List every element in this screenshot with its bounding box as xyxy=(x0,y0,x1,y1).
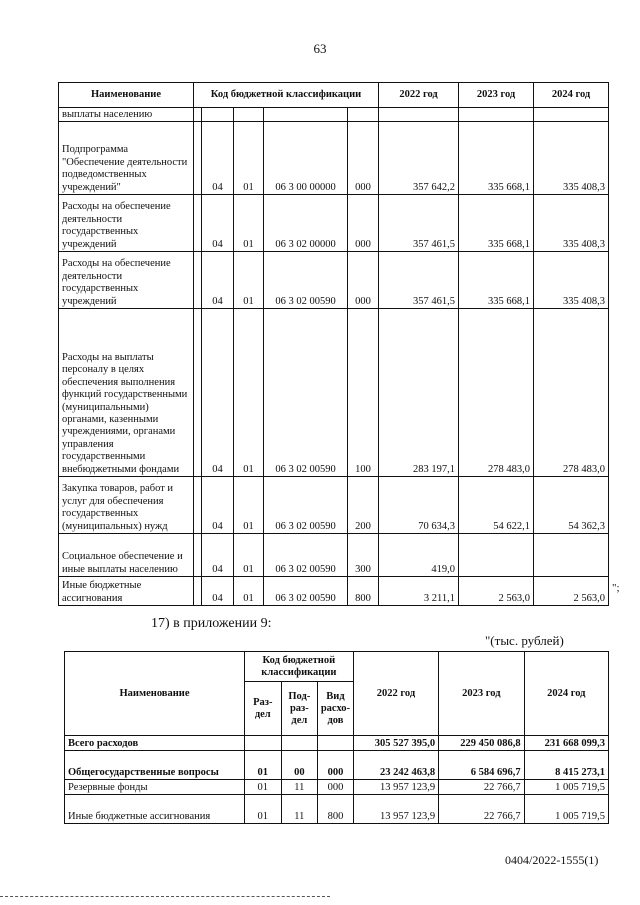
row-2023: 335 668,1 xyxy=(459,252,534,309)
row-2023: 22 766,7 xyxy=(439,795,524,824)
row-csr: 06 3 02 00590 xyxy=(264,309,348,477)
row-csr: 06 3 02 00590 xyxy=(264,252,348,309)
row-podrazdel: 11 xyxy=(281,780,318,795)
row-razdel: 04 xyxy=(202,252,234,309)
row-2024: 335 408,3 xyxy=(534,195,609,252)
row-name: Иные бюджетные ассигнования xyxy=(65,795,245,824)
spacer-cell xyxy=(194,534,202,577)
closing-quote-mark: "; xyxy=(612,582,620,594)
row-csr: 06 3 00 00000 xyxy=(264,122,348,195)
table-header-row xyxy=(59,83,609,108)
page-number: 63 xyxy=(313,41,327,56)
row-razdel: 04 xyxy=(202,577,234,606)
row-2024: 335 408,3 xyxy=(534,252,609,309)
row-podrazdel: 01 xyxy=(234,122,264,195)
row-razdel: 01 xyxy=(244,751,281,780)
row-2024: 278 483,0 xyxy=(534,309,609,477)
table-row xyxy=(65,780,609,795)
row-2022: 357 642,2 xyxy=(379,122,459,195)
row-name: Общегосударственные вопросы xyxy=(65,751,245,780)
document-code: 0404/2022-1555(1) xyxy=(505,853,599,867)
row-razdel xyxy=(244,736,281,751)
table-row xyxy=(59,477,609,534)
row-2024: 2 563,0 xyxy=(534,577,609,606)
row-csr: 06 3 02 00590 xyxy=(264,577,348,606)
row-podrazdel xyxy=(281,736,318,751)
row-vid: 000 xyxy=(318,780,354,795)
row-2024: 8 415 273,1 xyxy=(524,751,608,780)
units-note: "(тыс. рублей) xyxy=(485,633,564,648)
row-2023: 229 450 086,8 xyxy=(439,736,524,751)
row-2022: 305 527 395,0 xyxy=(353,736,438,751)
table-row xyxy=(59,309,609,477)
row-csr: 06 3 02 00590 xyxy=(264,477,348,534)
row-razdel: 04 xyxy=(202,122,234,195)
row-2024 xyxy=(534,534,609,577)
row-name: Расходы на обеспечение деятельности государственных учреждений xyxy=(59,195,194,252)
header-2023: 2023 год xyxy=(439,652,524,736)
row-podrazdel: 00 xyxy=(281,751,318,780)
row-razdel: 01 xyxy=(244,780,281,795)
row-razdel: 04 xyxy=(202,534,234,577)
row-podrazdel: 01 xyxy=(234,577,264,606)
spacer-cell xyxy=(194,122,202,195)
row-2022: 70 634,3 xyxy=(379,477,459,534)
row-2023: 335 668,1 xyxy=(459,122,534,195)
row-csr: 06 3 02 00590 xyxy=(264,534,348,577)
budget-table-appendix-8 xyxy=(58,82,609,606)
row-csr xyxy=(264,108,348,122)
row-razdel: 04 xyxy=(202,195,234,252)
row-csr: 06 3 02 00000 xyxy=(264,195,348,252)
row-name: Иные бюджетные ассигнования xyxy=(59,577,194,606)
row-2022: 283 197,1 xyxy=(379,309,459,477)
row-razdel: 04 xyxy=(202,477,234,534)
table-row xyxy=(59,534,609,577)
row-name: Резервные фонды xyxy=(65,780,245,795)
table-row xyxy=(65,736,609,751)
table-row xyxy=(59,122,609,195)
row-vr: 200 xyxy=(348,477,379,534)
header-vid: Вид расхо-дов xyxy=(318,682,354,736)
header-razdel: Раз-дел xyxy=(244,682,281,736)
row-podrazdel xyxy=(234,108,264,122)
row-2023: 54 622,1 xyxy=(459,477,534,534)
header-name: Наименование xyxy=(65,652,245,736)
row-vid xyxy=(318,736,354,751)
header-2022: 2022 год xyxy=(379,83,459,108)
row-2024: 1 005 719,5 xyxy=(524,780,608,795)
row-podrazdel: 01 xyxy=(234,195,264,252)
spacer-cell xyxy=(194,477,202,534)
row-2022 xyxy=(379,108,459,122)
table-row xyxy=(59,108,609,122)
row-razdel: 04 xyxy=(202,309,234,477)
header-name: Наименование xyxy=(59,83,194,108)
row-2022: 23 242 463,8 xyxy=(353,751,438,780)
table-row xyxy=(65,795,609,824)
table-row xyxy=(59,195,609,252)
row-2023: 335 668,1 xyxy=(459,195,534,252)
header-podrazdel: Под-раз-дел xyxy=(281,682,318,736)
row-name: Подпрограмма "Обеспечение деятельности подведомственных учреждений" xyxy=(59,122,194,195)
spacer-cell xyxy=(194,577,202,606)
row-podrazdel: 01 xyxy=(234,252,264,309)
header-2024: 2024 год xyxy=(524,652,608,736)
row-vr: 100 xyxy=(348,309,379,477)
row-name: Расходы на обеспечение деятельности государственных учреждений xyxy=(59,252,194,309)
row-podrazdel: 01 xyxy=(234,534,264,577)
row-podrazdel: 01 xyxy=(234,477,264,534)
row-vr: 000 xyxy=(348,122,379,195)
row-vr: 300 xyxy=(348,534,379,577)
row-2024: 1 005 719,5 xyxy=(524,795,608,824)
row-2024 xyxy=(534,108,609,122)
header-2022: 2022 год xyxy=(353,652,438,736)
table-row xyxy=(59,252,609,309)
row-2024: 231 668 099,3 xyxy=(524,736,608,751)
row-vr xyxy=(348,108,379,122)
row-2022: 13 957 123,9 xyxy=(353,795,438,824)
row-2022: 357 461,5 xyxy=(379,195,459,252)
row-vr: 000 xyxy=(348,252,379,309)
section-title: 17) в приложении 9: xyxy=(151,616,272,631)
footer-divider xyxy=(0,896,330,897)
row-vr: 000 xyxy=(348,195,379,252)
row-name: выплаты населению xyxy=(59,108,194,122)
row-name: Всего расходов xyxy=(65,736,245,751)
row-podrazdel: 01 xyxy=(234,309,264,477)
row-2023: 2 563,0 xyxy=(459,577,534,606)
row-2024: 54 362,3 xyxy=(534,477,609,534)
row-2022: 357 461,5 xyxy=(379,252,459,309)
spacer-cell xyxy=(194,252,202,309)
row-razdel: 01 xyxy=(244,795,281,824)
row-name: Социальное обеспечение и иные выплаты населению xyxy=(59,534,194,577)
table-header-row xyxy=(65,652,609,682)
row-2022: 419,0 xyxy=(379,534,459,577)
header-code: Код бюджетной классификации xyxy=(244,652,353,682)
spacer-cell xyxy=(194,309,202,477)
row-name: Расходы на выплаты персоналу в целях обеспечения выполнения функций государственными (муниципальными) органами, казенными учреждениями, органами управления государственными внебюджетными фондами xyxy=(59,309,194,477)
row-2023 xyxy=(459,534,534,577)
row-razdel xyxy=(202,108,234,122)
row-2023: 6 584 696,7 xyxy=(439,751,524,780)
row-2022: 13 957 123,9 xyxy=(353,780,438,795)
header-2023: 2023 год xyxy=(459,83,534,108)
header-2024: 2024 год xyxy=(534,83,609,108)
spacer-cell xyxy=(194,195,202,252)
row-2023: 278 483,0 xyxy=(459,309,534,477)
budget-table-appendix-9 xyxy=(64,651,609,824)
row-podrazdel: 11 xyxy=(281,795,318,824)
row-2023 xyxy=(459,108,534,122)
table-row xyxy=(59,577,609,606)
row-vr: 800 xyxy=(348,577,379,606)
row-name: Закупка товаров, работ и услуг для обеспечения государственных (муниципальных) нужд xyxy=(59,477,194,534)
row-2024: 335 408,3 xyxy=(534,122,609,195)
table-row xyxy=(65,751,609,780)
row-vid: 800 xyxy=(318,795,354,824)
spacer-cell xyxy=(194,108,202,122)
row-2023: 22 766,7 xyxy=(439,780,524,795)
row-2022: 3 211,1 xyxy=(379,577,459,606)
row-vid: 000 xyxy=(318,751,354,780)
header-code: Код бюджетной классификации xyxy=(194,83,379,108)
